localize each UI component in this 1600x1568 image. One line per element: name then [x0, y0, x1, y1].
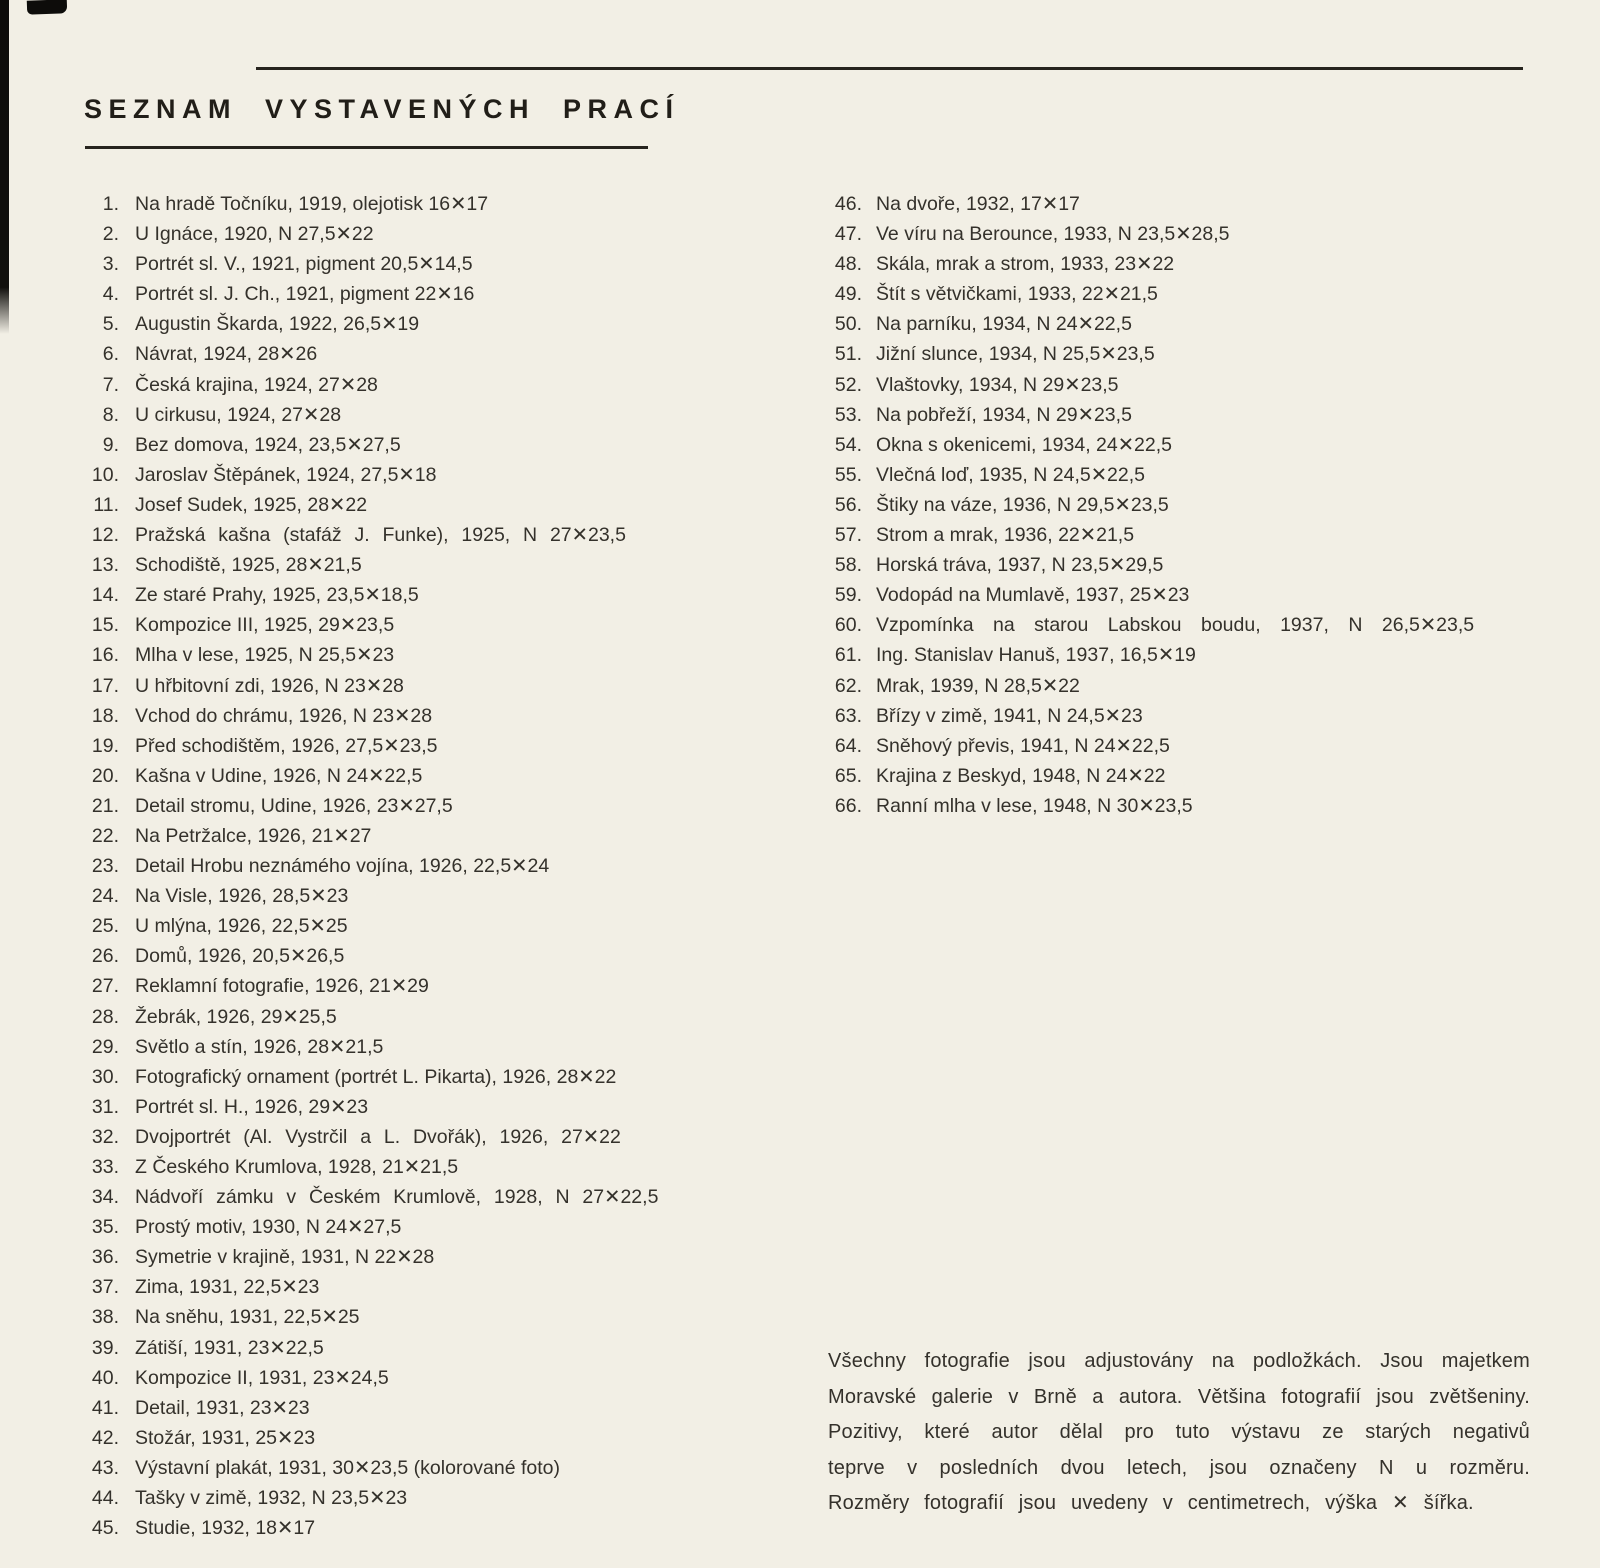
work-number: 40.	[91, 1366, 119, 1389]
work-entry	[85, 881, 760, 911]
work-number: 13.	[91, 554, 119, 577]
work-text: Symetrie v krajině, 1931, N 22✕28	[135, 1246, 435, 1269]
work-number: 4.	[102, 283, 119, 306]
work-entry	[85, 1122, 760, 1152]
work-text: Ze staré Prahy, 1925, 23,5✕18,5	[135, 584, 419, 607]
work-number: 12.	[91, 524, 119, 547]
work-entry	[828, 671, 1538, 701]
work-entry	[85, 1513, 760, 1543]
work-text: Portrét sl. H., 1926, 29✕23	[135, 1095, 369, 1118]
work-text: Vzpomínka na starou Labskou boudu, 1937, N 26,5✕23,5	[876, 614, 1475, 637]
work-number: 47.	[834, 223, 862, 246]
work-number: 21.	[91, 794, 119, 817]
work-number: 48.	[834, 253, 862, 276]
work-entry	[85, 1212, 760, 1242]
work-entry	[828, 610, 1538, 640]
work-text: Břízy v zimě, 1941, N 24,5✕23	[876, 704, 1143, 727]
work-text: Augustin Škarda, 1922, 26,5✕19	[135, 313, 420, 336]
work-entry	[828, 460, 1538, 490]
work-entry	[85, 520, 760, 550]
work-entry	[85, 640, 760, 670]
work-entry	[828, 249, 1538, 279]
work-text: Na sněhu, 1931, 22,5✕25	[135, 1306, 360, 1329]
work-number: 65.	[834, 764, 862, 787]
work-number: 46.	[834, 193, 862, 215]
work-text: U cirkusu, 1924, 27✕28	[135, 403, 342, 426]
work-text: Na Petržalce, 1926, 21✕27	[135, 824, 372, 847]
work-entry	[85, 761, 760, 791]
work-text: Zátiší, 1931, 23✕22,5	[135, 1336, 324, 1359]
work-entry	[828, 370, 1538, 400]
work-text: Kašna v Udine, 1926, N 24✕22,5	[135, 764, 423, 787]
work-number: 28.	[91, 1005, 119, 1028]
work-number: 17.	[91, 674, 119, 697]
title-underline	[85, 146, 648, 149]
work-entry	[85, 339, 760, 369]
work-number: 55.	[834, 463, 862, 486]
work-number: 16.	[91, 644, 119, 667]
work-entry	[828, 219, 1538, 249]
work-entry	[85, 851, 760, 881]
work-number: 44.	[91, 1487, 119, 1510]
work-text: Návrat, 1924, 28✕26	[135, 343, 318, 366]
work-entry	[85, 1363, 760, 1393]
work-text: Na dvoře, 1932, 17✕17	[876, 193, 1080, 215]
work-entry	[85, 430, 760, 460]
work-number: 27.	[91, 975, 119, 998]
work-number: 41.	[91, 1396, 119, 1419]
work-entry	[828, 761, 1538, 791]
work-number: 58.	[834, 554, 862, 577]
work-text: Světlo a stín, 1926, 28✕21,5	[135, 1035, 384, 1058]
work-number: 7.	[102, 373, 119, 396]
work-number: 57.	[834, 524, 862, 547]
work-entry	[85, 1423, 760, 1453]
work-text: U Ignáce, 1920, N 27,5✕22	[135, 223, 374, 246]
work-text: Mlha v lese, 1925, N 25,5✕23	[135, 644, 395, 667]
work-entry	[85, 1393, 760, 1423]
work-number: 36.	[91, 1246, 119, 1269]
work-entry	[85, 1272, 760, 1302]
work-entry	[85, 791, 760, 821]
work-entry	[85, 309, 760, 339]
work-entry	[85, 370, 760, 400]
work-text: Portrét sl. V., 1921, pigment 20,5✕14,5	[135, 253, 473, 276]
work-number: 63.	[834, 704, 862, 727]
work-entry	[828, 309, 1538, 339]
work-entry	[85, 1333, 760, 1363]
work-text: Vchod do chrámu, 1926, N 23✕28	[135, 704, 433, 727]
work-text: Ve víru na Berounce, 1933, N 23,5✕28,5	[876, 223, 1230, 246]
work-number: 59.	[834, 584, 862, 607]
work-number: 30.	[91, 1065, 119, 1088]
work-entry	[828, 490, 1538, 520]
work-entry	[85, 1242, 760, 1272]
top-rule	[256, 67, 1523, 70]
work-text: Ing. Stanislav Hanuš, 1937, 16,5✕19	[876, 644, 1196, 667]
work-entry	[85, 1002, 760, 1032]
work-text: Na parníku, 1934, N 24✕22,5	[876, 313, 1132, 336]
work-entry	[828, 400, 1538, 430]
work-number: 35.	[91, 1216, 119, 1239]
work-entry	[85, 580, 760, 610]
work-number: 15.	[91, 614, 119, 637]
work-number: 53.	[834, 403, 862, 426]
work-text: Okna s okenicemi, 1934, 24✕22,5	[876, 433, 1173, 456]
work-text: Výstavní plakát, 1931, 30✕23,5 (kolorované foto)	[135, 1456, 561, 1479]
work-entry	[828, 339, 1538, 369]
work-text: Detail, 1931, 23✕23	[135, 1396, 310, 1419]
work-number: 23.	[91, 855, 119, 878]
work-text: Vodopád na Mumlavě, 1937, 25✕23	[876, 584, 1190, 607]
work-entry	[85, 219, 760, 249]
work-text: Bez domova, 1924, 23,5✕27,5	[135, 433, 401, 456]
work-text: Skála, mrak a strom, 1933, 23✕22	[876, 253, 1175, 276]
work-text: Reklamní fotografie, 1926, 21✕29	[135, 975, 429, 998]
work-number: 33.	[91, 1156, 119, 1178]
work-number: 26.	[91, 945, 119, 968]
work-entry	[85, 1032, 760, 1062]
work-number: 9.	[102, 433, 119, 456]
work-entry	[828, 520, 1538, 550]
work-entry	[85, 911, 760, 941]
work-text: Krajina z Beskyd, 1948, N 24✕22	[876, 764, 1166, 787]
work-entry	[828, 550, 1538, 580]
work-number: 6.	[102, 343, 119, 366]
work-number: 34.	[91, 1186, 119, 1209]
work-entry	[85, 941, 760, 971]
work-number: 49.	[834, 283, 862, 306]
work-entry	[85, 1062, 760, 1092]
work-number: 60.	[834, 614, 862, 637]
work-number: 45.	[91, 1517, 119, 1540]
work-entry	[85, 731, 760, 761]
work-text: Tašky v zimě, 1932, N 23,5✕23	[135, 1487, 408, 1510]
work-text: Jižní slunce, 1934, N 25,5✕23,5	[876, 343, 1155, 366]
work-text: Prostý motiv, 1930, N 24✕27,5	[135, 1216, 402, 1239]
work-text: Ranní mlha v lese, 1948, N 30✕23,5	[876, 794, 1193, 817]
work-entry	[828, 189, 1538, 219]
work-text: U mlýna, 1926, 22,5✕25	[135, 915, 348, 938]
work-entry	[85, 971, 760, 1001]
footnote-paragraph: Všechny fotografie jsou adjustovány na podložkách. Jsou majetkem Moravské galerie v Brně a autora. Většina fotografií jsou zvětšeniny. Pozitivy, které autor dělal pro tuto výstavu ze starých negativů teprve v posledních dvou letech, jsou označeny N u rozměru. Rozměry fotografií jsou uvedeny v centimetrech, výška ✕ šířka.	[828, 1350, 1530, 1514]
work-text: Na hradě Točníku, 1919, olejotisk 16✕17	[135, 193, 489, 215]
work-number: 20.	[91, 764, 119, 787]
work-number: 39.	[91, 1336, 119, 1359]
work-text: Česká krajina, 1924, 27✕28	[135, 373, 378, 396]
work-text: Fotografický ornament (portrét L. Pikarta), 1926, 28✕22	[135, 1065, 617, 1088]
work-number: 29.	[91, 1035, 119, 1058]
work-entry	[85, 490, 760, 520]
works-list-left	[85, 189, 760, 1543]
work-text: Kompozice III, 1925, 29✕23,5	[135, 614, 395, 637]
work-text: Detail stromu, Udine, 1926, 23✕27,5	[135, 794, 453, 817]
work-text: Před schodištěm, 1926, 27,5✕23,5	[135, 734, 438, 757]
work-entry	[85, 460, 760, 490]
work-number: 19.	[91, 734, 119, 757]
work-entry	[85, 1152, 760, 1182]
work-number: 38.	[91, 1306, 119, 1329]
work-text: U hřbitovní zdi, 1926, N 23✕28	[135, 674, 404, 697]
work-number: 25.	[91, 915, 119, 938]
work-text: Vlaštovky, 1934, N 29✕23,5	[876, 373, 1119, 396]
work-entry	[828, 640, 1538, 670]
work-number: 62.	[834, 674, 862, 697]
work-number: 32.	[91, 1125, 119, 1148]
work-text: Z Českého Krumlova, 1928, 21✕21,5	[135, 1156, 459, 1178]
work-entry	[85, 1092, 760, 1122]
work-text: Mrak, 1939, N 28,5✕22	[876, 674, 1080, 697]
work-text: Štít s větvičkami, 1933, 22✕21,5	[876, 283, 1158, 306]
work-entry	[828, 279, 1538, 309]
work-text: Strom a mrak, 1936, 22✕21,5	[876, 524, 1135, 547]
work-entry	[85, 279, 760, 309]
work-entry	[828, 731, 1538, 761]
work-text: Domů, 1926, 20,5✕26,5	[135, 945, 345, 968]
work-text: Na Visle, 1926, 28,5✕23	[135, 885, 349, 908]
work-entry	[85, 400, 760, 430]
work-number: 24.	[91, 885, 119, 908]
work-number: 52.	[834, 373, 862, 396]
page-title: SEZNAM VYSTAVENÝCH PRACÍ	[84, 94, 680, 124]
work-text: Štiky na váze, 1936, N 29,5✕23,5	[876, 493, 1169, 516]
work-number: 64.	[834, 734, 862, 757]
work-text: Schodiště, 1925, 28✕21,5	[135, 554, 362, 577]
work-number: 31.	[91, 1095, 119, 1118]
work-entry	[85, 821, 760, 851]
work-number: 22.	[91, 824, 119, 847]
work-number: 51.	[834, 343, 862, 366]
work-entry	[85, 701, 760, 731]
work-number: 5.	[102, 313, 119, 336]
work-number: 14.	[91, 584, 119, 607]
work-entry	[828, 580, 1538, 610]
work-number: 11.	[93, 493, 119, 516]
work-entry	[85, 671, 760, 701]
work-number: 1.	[102, 193, 119, 215]
work-text: Portrét sl. J. Ch., 1921, pigment 22✕16	[135, 283, 475, 306]
work-text: Detail Hrobu neznámého vojína, 1926, 22,5✕24	[135, 855, 550, 878]
works-list-right	[828, 189, 1538, 821]
work-number: 54.	[834, 433, 862, 456]
work-number: 18.	[91, 704, 119, 727]
work-number: 56.	[834, 493, 862, 516]
work-number: 43.	[91, 1456, 119, 1479]
work-text: Kompozice II, 1931, 23✕24,5	[135, 1366, 389, 1389]
work-entry	[85, 249, 760, 279]
work-number: 66.	[834, 794, 862, 817]
work-entry	[85, 1182, 760, 1212]
work-text: Pražská kašna (stafáž J. Funke), 1925, N 27✕23,5	[135, 524, 626, 547]
work-entry	[828, 791, 1538, 821]
work-entry	[85, 1483, 760, 1513]
work-text: Studie, 1932, 18✕17	[135, 1517, 316, 1540]
work-text: Zima, 1931, 22,5✕23	[135, 1276, 320, 1299]
work-number: 10.	[91, 463, 119, 486]
work-number: 8.	[102, 403, 119, 426]
work-text: Na pobřeží, 1934, N 29✕23,5	[876, 403, 1132, 426]
work-entry	[85, 1453, 760, 1483]
work-entry	[828, 430, 1538, 460]
work-entry	[85, 1302, 760, 1332]
work-text: Horská tráva, 1937, N 23,5✕29,5	[876, 554, 1164, 577]
work-number: 61.	[834, 644, 862, 667]
work-number: 50.	[834, 313, 862, 336]
work-entry	[85, 550, 760, 580]
work-number: 3.	[102, 253, 119, 276]
scan-artifact-left-edge	[0, 0, 9, 334]
work-text: Nádvoří zámku v Českém Krumlově, 1928, N 27✕22,5	[135, 1186, 659, 1209]
work-text: Stožár, 1931, 25✕23	[135, 1426, 316, 1449]
work-entry	[85, 610, 760, 640]
work-entry	[828, 701, 1538, 731]
work-number: 37.	[91, 1276, 119, 1299]
work-text: Dvojportrét (Al. Vystrčil a L. Dvořák), 1926, 27✕22	[135, 1125, 621, 1148]
work-text: Josef Sudek, 1925, 28✕22	[135, 493, 368, 516]
work-text: Jaroslav Štěpánek, 1924, 27,5✕18	[135, 463, 437, 486]
work-text: Žebrák, 1926, 29✕25,5	[135, 1005, 337, 1028]
work-text: Sněhový převis, 1941, N 24✕22,5	[876, 734, 1170, 757]
work-text: Vlečná loď, 1935, N 24,5✕22,5	[876, 463, 1146, 486]
work-number: 42.	[91, 1426, 119, 1449]
scan-artifact-top-mark	[27, 0, 67, 15]
work-entry	[85, 189, 760, 219]
work-number: 2.	[102, 223, 119, 246]
